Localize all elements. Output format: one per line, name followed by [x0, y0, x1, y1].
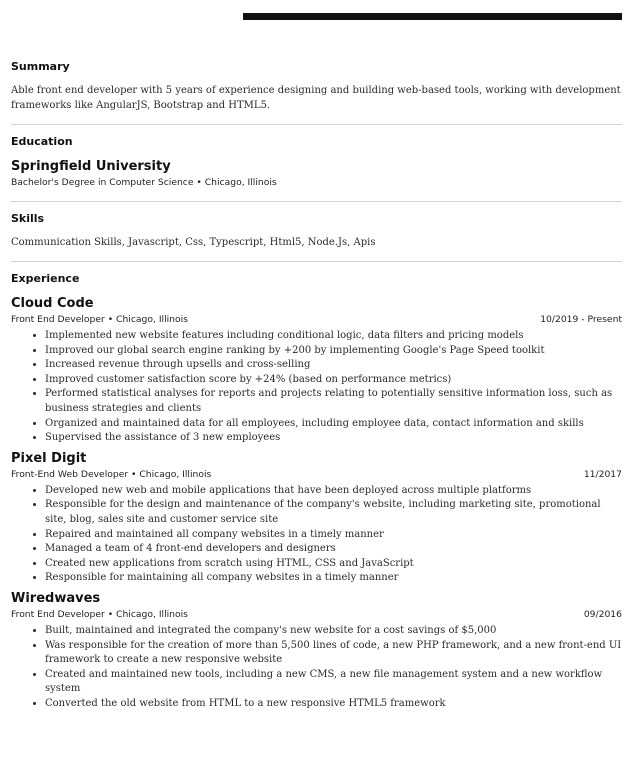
job-bullet: • Implemented new website features including conditional logic, data filters and pricing models [45, 329, 622, 344]
job-bullet: • Performed statistical analyses for reports and projects relating to potentially sensitive information loss, such as business strategies and clients [45, 387, 622, 416]
divider [11, 201, 622, 202]
skills-section [11, 210, 622, 250]
education-heading: Education [11, 135, 73, 148]
summary-heading: Summary [11, 60, 70, 73]
job-bullet: • Responsible for maintaining all company websites in a timely manner [45, 571, 622, 586]
job-bullet: • Converted the old website from HTML to a new responsive HTML5 framework [45, 697, 622, 712]
divider [11, 261, 622, 262]
job-date: 09/2016 [583, 608, 622, 620]
job-bullet: • Improved our global search engine ranking by +200 by implementing Google's Page Speed toolkit [45, 344, 622, 359]
degree-detail: Bachelor's Degree in Computer Science • Chicago, Illinois [11, 177, 277, 188]
job-role: Front-End Web Developer • Chicago, Illinois [11, 468, 212, 480]
job-meta [11, 313, 622, 327]
job-bullets [11, 484, 622, 586]
job-date: 11/2017 [583, 468, 622, 480]
header-bar [243, 13, 622, 20]
job-date: 10/2019 - Present [540, 314, 622, 325]
job-bullet: • Improved customer satisfaction score by +24% (based on performance metrics) [45, 373, 622, 388]
divider [11, 124, 622, 125]
skills-list: Communication Skills, Javascript, Css, Typescript, Html5, Node.Js, Apis [11, 237, 376, 248]
education-meta [11, 176, 622, 190]
job-bullet: • Organized and maintained data for all employees, including employee data, contact information and skills [45, 417, 622, 432]
job-meta [11, 608, 622, 622]
job-bullet: • Increased revenue through upsells and cross-selling [45, 358, 622, 373]
job-bullet: • Managed a team of 4 front-end developers and designers [45, 542, 622, 557]
company-name: Cloud Code [11, 296, 94, 311]
job-meta [11, 468, 622, 482]
experience-heading: Experience [11, 272, 80, 285]
job-role: Front End Developer • Chicago, Illinois [11, 608, 188, 620]
summary-text: Able front end developer with 5 years of experience designing and building web-based tools, working with development frameworks like AngularJS, Bootstrap and HTML5. [11, 85, 621, 111]
resume-body [11, 58, 622, 713]
experience-section [11, 270, 622, 711]
job-bullets [11, 329, 622, 446]
job-bullet: • Responsible for the design and maintenance of the company's website, including marketing site, promotional site, blog, sales site and customer service site [45, 498, 622, 527]
summary-section [11, 58, 622, 113]
job-role: Front End Developer • Chicago, Illinois [11, 314, 188, 325]
job-bullet: • Was responsible for the creation of more than 5,500 lines of code, a new PHP framework, and a new front-end UI framework to create a new responsive website [45, 639, 622, 668]
job-entry [11, 450, 622, 586]
job-bullet: • Developed new web and mobile applications that have been deployed across multiple platforms [45, 484, 622, 499]
school-name: Springfield University [11, 159, 171, 174]
job-bullet: • Supervised the assistance of 3 new employees [45, 431, 622, 446]
job-entry [11, 295, 622, 446]
job-entry [11, 590, 622, 712]
company-name: Pixel Digit [11, 450, 87, 466]
company-name: Wiredwaves [11, 590, 101, 606]
education-section [11, 133, 622, 190]
job-bullet: • Created and maintained new tools, including a new CMS, a new file management system and a new workflow system [45, 668, 622, 697]
skills-heading: Skills [11, 212, 45, 225]
job-bullet: • Built, maintained and integrated the company's new website for a cost savings of $5,000 [45, 624, 622, 639]
job-bullet: • Repaired and maintained all company websites in a timely manner [45, 528, 622, 543]
job-bullets [11, 624, 622, 712]
job-bullet: • Created new applications from scratch using HTML, CSS and JavaScript [45, 557, 622, 572]
